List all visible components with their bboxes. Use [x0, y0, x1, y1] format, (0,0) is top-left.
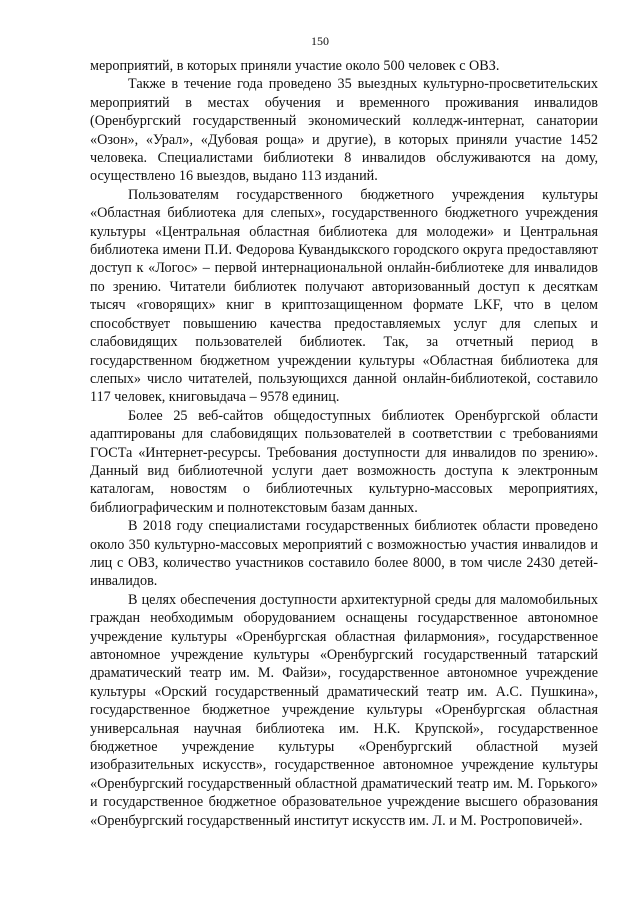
paragraph-logos-library: Пользователям государственного бюджетного учреждения культуры «Областная библиотека для слепых», государственного бюджетного учреждения культуры «Центральная областная библиотека для молодежи» и Центральная библиотека имени П.И. Федорова Кувандыкского городского округа предоставляют доступ к «Логос» – первой интернациональной онлайн-библиотеке для инвалидов по зрению. Читатели библиотек получают авторизованный доступ к десяткам тысяч «говорящих» книг в криптозащищенном формате LKF, что в целом способствует повышению качества предоставляемых услуг для слепых и слабовидящих пользователей библиотек. Так, за отчетный период в государственном бюджетном учреждении культуры «Областная библиотека для слепых» число читателей, пользующихся данной онлайн-библиотекой, составило 117 человек, книговыдача – 9578 единиц.: [90, 186, 598, 406]
paragraph-accessible-websites: Более 25 веб-сайтов общедоступных библиотек Оренбургской области адаптированы для слабовидящих пользователей в соответствии с требованиями ГОСТа «Интернет-ресурсы. Требования доступности для инвалидов по зрению». Данный вид библиотечной услуги дает возможность доступа к электронным каталогам, новостям о библиотечных культурно-массовых мероприятиях, библиографическим и полнотекстовым базам данных.: [90, 407, 598, 516]
paragraph-2018-events: В 2018 году специалистами государственных библиотек области проведено около 350 культурно-массовых мероприятий с возможностью участия инвалидов и лиц с ОВЗ, количество участников составило более 8000, в том числе 2430 детей-инвалидов.: [90, 518, 598, 590]
page-number: 150: [311, 34, 329, 48]
document-body: [90, 57, 598, 830]
paragraph-architectural-accessibility: В целях обеспечения доступности архитектурной среды для маломобильных граждан необходимым оборудованием оснащены государственное автономное учреждение культуры «Оренбургская областная филармония», государственное автономное учреждение культуры «Оренбургский государственный татарский драматический театр им. М. Файзи», государственное автономное учреждение культуры «Орский государственный драматический театр им. А.С. Пушкина», государственное бюджетное учреждение культуры «Оренбургская областная универсальная научная библиотека им. Н.К. Крупской», государственное бюджетное учреждение культуры «Оренбургский областной музей изобразительных искусств», государственное автономное учреждение культуры «Оренбургский государственный областной драматический театр им. М. Горького» и государственное бюджетное образовательное учреждение высшего образования «Оренбургский государственный институт искусств им. Л. и М. Ростроповичей».: [90, 591, 598, 829]
paragraph-outreach-events: Также в течение года проведено 35 выездных культурно-просветительских мероприятий в местах обучения и временного проживания инвалидов (Оренбургский государственный экономический колледж-интернат, санатории «Озон», «Урал», «Дубовая роща» и другие), в которых приняли участие 1452 человека. Специалистами библиотеки 8 инвалидов обслуживаются на дому, осуществлено 16 выездов, выдано 113 изданий.: [90, 76, 598, 185]
paragraph-continuation: мероприятий, в которых приняли участие около 500 человек с ОВЗ.: [90, 58, 500, 74]
